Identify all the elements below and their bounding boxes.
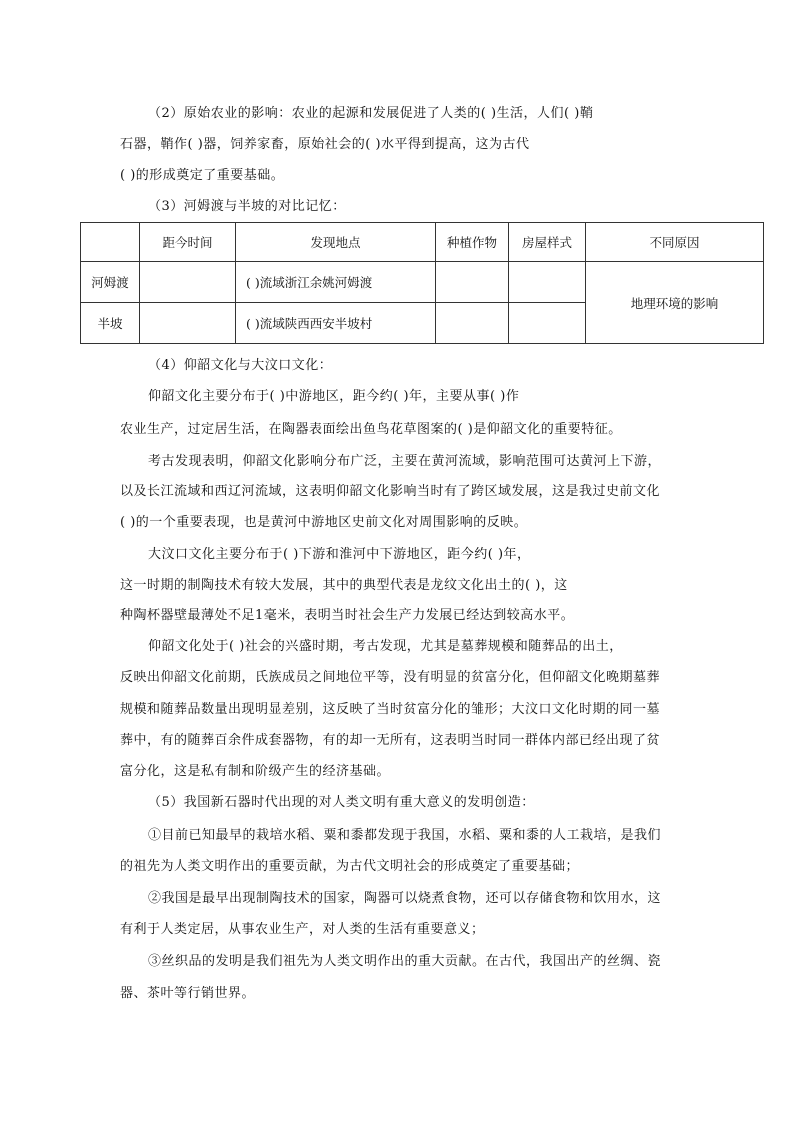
table-header-cell: 发现地点	[236, 223, 436, 262]
p4-line-2: 农业生产，过定居生活，在陶器表面绘出鱼鸟花草图案的( )是仰韶文化的重要特征。	[120, 422, 622, 437]
p5-title: （5）我国新石器时代出现的对人类文明有重大意义的发明创造：	[148, 795, 535, 810]
p5-line-2: 的祖先为人类文明作出的重要贡献，为古代文明社会的形成奠定了重要基础；	[120, 859, 580, 874]
reason-cell: 地理环境的影响	[586, 262, 764, 344]
p4-line-5: ( )的一个重要表现，也是黄河中游地区史前文化对周围影响的反映。	[120, 515, 528, 530]
location-cell: ( )流域陕西西安半坡村	[236, 303, 436, 344]
p5-line-4: 有利于人类定居，从事农业生产，对人类的生活有重要意义；	[120, 922, 485, 937]
p2-line-1: （2）原始农业的影响：农业的起源和发展促进了人类的( )生活，人们( )鞘	[148, 106, 594, 121]
time-cell	[140, 262, 236, 303]
p5-line-3: ②我国是最早出现制陶技术的国家，陶器可以烧煮食物，还可以存储食物和饮用水，这	[148, 891, 662, 906]
p2-line-2: 石器，鞘作( )器，饲养家畜，原始社会的( )水平得到提高，这为古代	[120, 137, 530, 152]
table-header-row	[81, 223, 764, 262]
time-cell	[140, 303, 236, 344]
comparison-table	[80, 222, 764, 344]
location-cell: ( )流域浙江余姚河姆渡	[236, 262, 436, 303]
crop-cell	[436, 262, 509, 303]
p4-line-3: 考古发现表明，仰韶文化影响分布广泛，主要在黄河流域，影响范围可达黄河上下游，	[148, 454, 662, 469]
table-header-cell: 不同原因	[586, 223, 764, 262]
p5-line-6: 器、茶叶等行销世界。	[120, 986, 256, 1001]
crop-cell	[436, 303, 509, 344]
p5-line-1: ①目前已知最早的栽培水稻、粟和黍都发现于我国，水稻、粟和黍的人工栽培，是我们	[148, 828, 662, 843]
p4-line-6: 大汶口文化主要分布于( )下游和淮河中下游地区，距今约( )年，	[148, 547, 531, 562]
table-header-cell: 距今时间	[140, 223, 236, 262]
p4-line-10: 反映出仰韶文化前期，氏族成员之间地位平等，没有明显的贫富分化，但仰韶文化晚期墓葬	[120, 670, 661, 685]
table-header-cell: 种植作物	[436, 223, 509, 262]
p4-line-11: 规模和随葬品数量出现明显差别，这反映了当时贫富分化的雏形；大汶口文化时期的同一墓	[120, 702, 661, 717]
site-cell: 半坡	[81, 303, 140, 344]
p4-line-1: 仰韶文化主要分布于( )中游地区，距今约( )年，主要从事( )作	[148, 389, 520, 404]
p5-line-5: ③丝织品的发明是我们祖先为人类文明作出的重大贡献。在古代，我国出产的丝绸、瓷	[148, 954, 662, 969]
p4-line-8: 种陶杯器壁最薄处不足1毫米，表明当时社会生产力发展已经达到较高水平。	[120, 608, 575, 623]
p4-title: （4）仰韶文化与大汶口文化：	[148, 358, 333, 373]
house-cell	[509, 303, 586, 344]
p4-line-4: 以及长江流域和西辽河流域，这表明仰韶文化影响当时有了跨区域发展，这是我过史前文化	[120, 484, 661, 499]
p3-title: （3）河姆渡与半坡的对比记忆：	[148, 199, 346, 214]
site-cell: 河姆渡	[81, 262, 140, 303]
p2-line-3: ( )的形成奠定了重要基础。	[120, 168, 285, 183]
table-row	[81, 262, 764, 303]
house-cell	[509, 262, 586, 303]
p4-line-13: 富分化，这是私有制和阶级产生的经济基础。	[120, 764, 391, 779]
table-header-cell	[81, 223, 140, 262]
p4-line-12: 葬中，有的随葬百余件成套器物，有的却一无所有，这表明当时同一群体内部已经出现了贫	[120, 733, 661, 748]
p4-line-7: 这一时期的制陶技术有较大发展，其中的典型代表是龙纹文化出土的( )，这	[120, 578, 568, 593]
table-header-cell: 房屋样式	[509, 223, 586, 262]
p4-line-9: 仰韶文化处于( )社会的兴盛时期，考古发现，尤其是墓葬规模和随葬品的出土，	[148, 639, 623, 654]
